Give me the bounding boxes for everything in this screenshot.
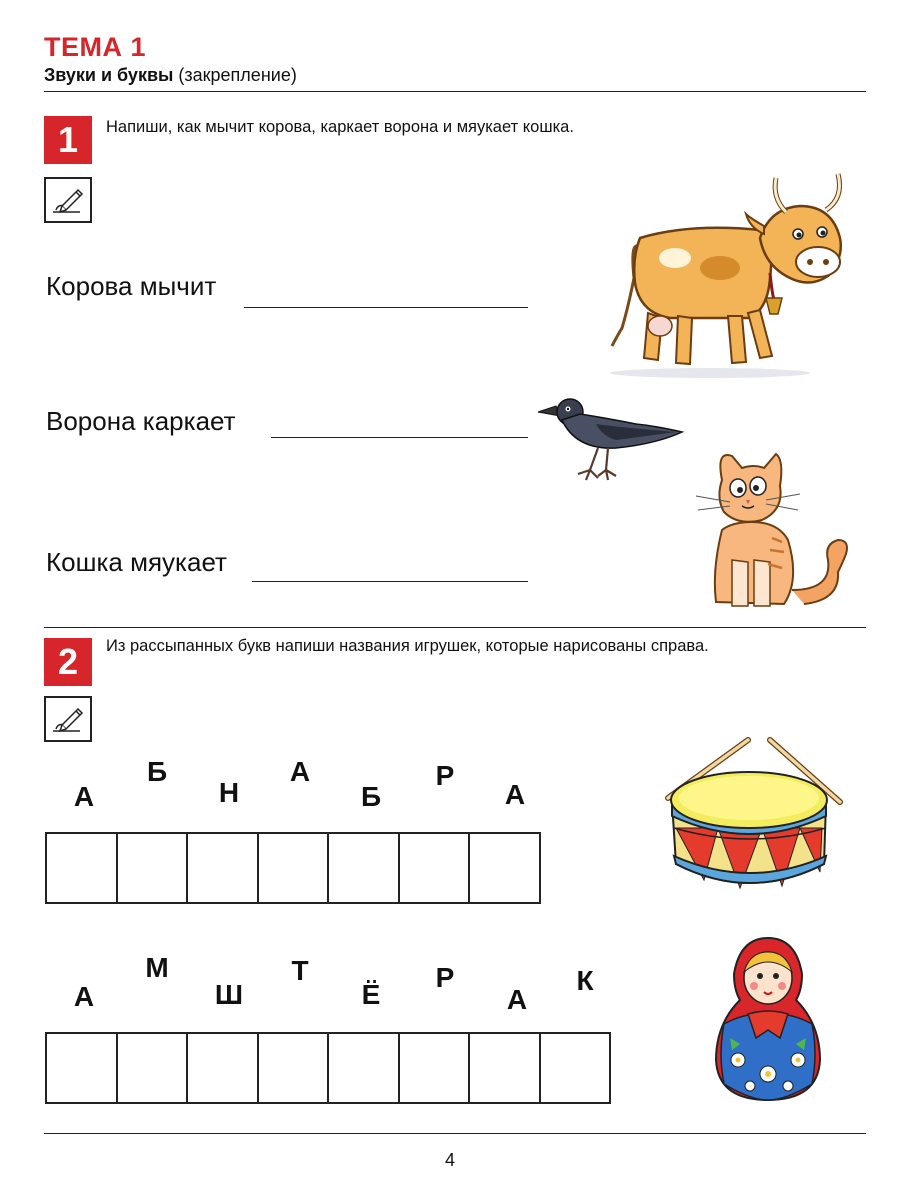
scattered-letter: Т [291,955,309,986]
letter-cell[interactable] [398,832,471,904]
scattered-letter: А [73,981,95,1012]
topic-subtitle-normal: (закрепление) [178,65,297,85]
page-number: 4 [444,1150,455,1170]
drum-illustration [660,732,850,902]
letter-cell[interactable] [186,1032,259,1104]
answer-line-cat[interactable] [252,581,528,582]
word-1-cells [45,832,541,904]
crow-illustration [536,390,686,486]
letter-cell[interactable] [116,1032,189,1104]
header-divider [44,91,866,92]
topic-title: ТЕМА 1 [44,32,147,62]
answer-line-crow[interactable] [271,437,528,438]
letter-cell[interactable] [45,1032,118,1104]
letter-cell[interactable] [398,1032,471,1104]
pencil-icon-glyph [50,703,86,735]
letter-cell[interactable] [539,1032,612,1104]
letter-cell[interactable] [327,832,400,904]
letter-cell[interactable] [257,1032,330,1104]
scattered-letter: А [73,781,95,812]
scattered-letter: Ш [214,979,244,1010]
topic-subtitle-bold: Звуки и буквы [44,65,174,85]
matryoshka-illustration [710,934,826,1104]
answer-label-crow: Ворона каркает [46,406,236,436]
task-1-instruction: Напиши, как мычит корова, каркает ворона и мяукает кошка. [106,118,574,136]
answer-label-cat: Кошка мяукает [46,547,227,577]
letter-cell[interactable] [327,1032,400,1104]
answer-line-cow[interactable] [244,307,528,308]
cat-illustration [692,440,852,616]
scattered-letter: Р [435,962,455,993]
scattered-letter: Ё [361,979,381,1010]
answer-label-cow: Корова мычит [46,271,217,301]
scattered-letter: А [506,984,528,1015]
letter-cell[interactable] [116,832,189,904]
scattered-letter: Б [360,781,382,812]
pencil-icon-glyph [50,184,86,216]
task-2-instruction: Из рассыпанных букв напиши названия игрушек, которые нарисованы справа. [106,637,709,655]
scattered-letter: Р [435,760,455,791]
pencil-icon [44,696,92,742]
scattered-letter: М [145,952,169,983]
letter-cell[interactable] [468,832,541,904]
letter-cell[interactable] [257,832,330,904]
word-2-cells [45,1032,611,1104]
section-divider [44,627,866,628]
letter-cell[interactable] [468,1032,541,1104]
scattered-letter: А [504,779,526,810]
pencil-icon [44,177,92,223]
scattered-letter: Н [218,777,240,808]
footer-divider [44,1133,866,1134]
cow-illustration [600,168,862,380]
letter-cell[interactable] [45,832,118,904]
task-2-number: 2 [44,638,92,686]
task-1-number: 1 [44,116,92,164]
letter-cell[interactable] [186,832,259,904]
scattered-letter: К [576,965,594,996]
scattered-letter: Б [146,756,168,787]
scattered-letter: А [289,756,311,787]
topic-subtitle [44,65,297,86]
